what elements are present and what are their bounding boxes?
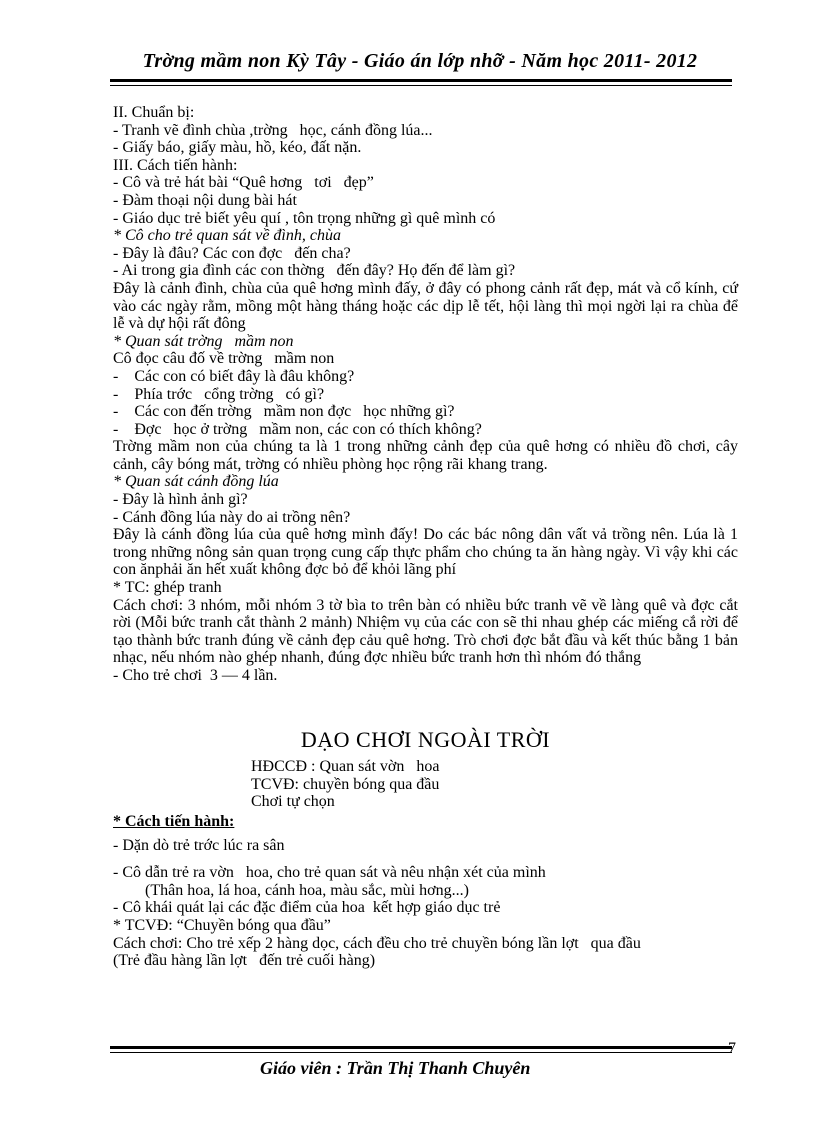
body-lines (113, 104, 738, 685)
body-line: Đây là cảnh đình, chùa của quê hơng mình đấy, ở đây có phong cảnh rất đẹp, mát và cổ kính, cứ vào các ngày rằm, mồng một hàng tháng hoặc các dịp lễ tết, hội làng thì mọi ngời lại ra chùa để lễ và dự hội rất đông (113, 279, 738, 333)
body-line: II. Chuẩn bị: (113, 104, 195, 121)
body-line: - Đợc học ở trờng mầm non, các con có thích không? (113, 420, 482, 438)
outdoor-line: * TCVĐ: “Chuyền bóng qua đầu” (113, 916, 331, 934)
body-line: Trờng mầm non của chúng ta là 1 trong những cảnh đẹp của quê hơng có nhiều đồ chơi, cây cảnh, cây bóng mát, trờng có nhiều phòng học rộng rãi khang trang. (113, 438, 738, 473)
body-line: III. Cách tiến hành: (113, 156, 238, 174)
body-line: * Quan sát trờng mầm non (113, 332, 294, 350)
body-line: Đây là cánh đồng lúa của quê hơng mình đấy! Do các bác nông dân vất vả trồng nên. Lúa là 1 trong những nông sản quan trọng cung cấp thực phẩm cho chúng ta ăn hàng ngày. Vì vậy khi các con ănphải ăn hết xuất không đợc bỏ để khỏi lãng phí (113, 526, 738, 579)
footer-rule (110, 1046, 732, 1053)
activity-observe: HĐCCĐ : Quan sát vờn hoa (251, 758, 440, 776)
outdoor-line: - Cô dẫn trẻ ra vờn hoa, cho trẻ quan sát và nêu nhận xét của mình (113, 864, 546, 882)
body-line: - Ai trong gia đình các con thờng đến đây? Họ đến để làm gì? (113, 262, 516, 280)
procedure-heading: * Cách tiến hành: (113, 812, 235, 830)
document-body (113, 104, 738, 970)
body-line: * Quan sát cánh đồng lúa (113, 473, 279, 491)
body-line: - Các con có biết đây là đâu không? (113, 367, 355, 385)
outdoor-activities (113, 758, 738, 811)
body-line: - Phía trớc cổng trờng có gì? (113, 385, 325, 403)
body-line: - Đây là hình ảnh gì? (113, 491, 248, 509)
body-line: - Đây là đâu? Các con đợc đến cha? (113, 244, 351, 262)
body-line: - Tranh vẽ đình chùa ,trờng học, cánh đồng lúa... (113, 121, 433, 139)
body-line: - Cho trẻ chơi 3 — 4 lần. (113, 667, 278, 684)
outdoor-line: Cách chơi: Cho trẻ xếp 2 hàng dọc, cách đều cho trẻ chuyền bóng lần lợt qua đầu (113, 934, 641, 952)
outdoor-section-title: DẠO CHƠI NGOÀI TRỜI (300, 726, 551, 752)
body-line: * Cô cho trẻ quan sát về đình, chùa (113, 227, 341, 245)
activity-free-play: Chơi tự chọn (251, 793, 335, 811)
body-line: - Giấy báo, giấy màu, hồ, kéo, đất nặn. (113, 139, 362, 157)
header-rule (110, 79, 732, 86)
page-footer: Giáo viên : Trần Thị Thanh Chuyên (260, 1058, 531, 1078)
body-line: - Các con đến trờng mầm non đợc học những gì? (113, 403, 455, 421)
body-line: * TC: ghép tranh (113, 579, 222, 597)
body-line: - Giáo dục trẻ biết yêu quí , tôn trọng những gì quê mình có (113, 209, 496, 227)
activity-game: TCVĐ: chuyền bóng qua đầu (251, 775, 440, 793)
outdoor-line: (Trẻ đầu hàng lần lợt đến trẻ cuối hàng) (113, 952, 376, 970)
body-line: - Cánh đồng lúa này do ai trồng nên? (113, 508, 351, 526)
body-line: Cách chơi: 3 nhóm, mỗi nhóm 3 tờ bìa to trên bàn có nhiều bức tranh vẽ về làng quê và đợc cắt rời (Mỗi bức tranh cắt thành 2 mảnh) Nhiệm vụ của các con sẽ thi nhau ghép các miếng cắ rời để tạo thành bức tranh đúng về cảnh đẹp cảu quê hơng. Trò chơi đợc bắt đầu và kết thúc bằng 1 bản nhạc, nếu nhóm nào ghép nhanh, đúng đợc nhiều bức tranh hơn thì nhóm đó thắng (113, 596, 738, 667)
outdoor-line: - Cô khái quát lại các đặc điểm của hoa kết hợp giáo dục trẻ (113, 899, 501, 917)
body-line: - Đàm thoại nội dung bài hát (113, 191, 297, 209)
body-line: Cô đọc câu đố về trờng mầm non (113, 350, 335, 368)
body-line: - Cô và trẻ hát bài “Quê hơng tơi đẹp” (113, 174, 374, 192)
page-header: Trờng mầm non Kỳ Tây - Giáo án lớp nhỡ - Năm học 2011- 2012 (142, 50, 698, 72)
page-number: 7 (728, 1040, 736, 1057)
outdoor-line: (Thân hoa, lá hoa, cánh hoa, màu sắc, mùi hơng...) (113, 881, 469, 899)
outdoor-line: - Dặn dò trẻ trớc lúc ra sân (113, 836, 285, 854)
